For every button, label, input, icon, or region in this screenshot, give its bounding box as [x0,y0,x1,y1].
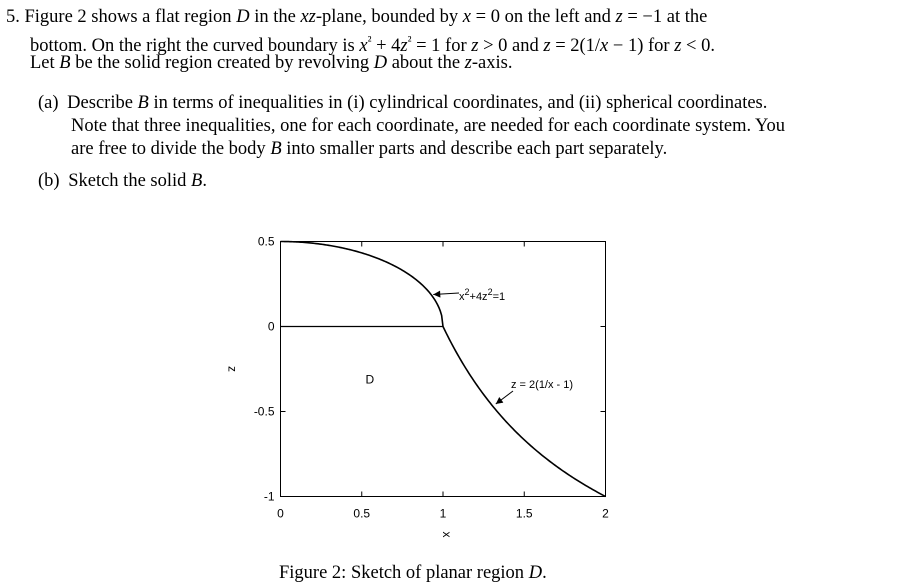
text-run: into smaller parts and describe each part separately. [281,139,668,159]
y-tick-label: -1 [263,489,275,504]
math-symbol: z [615,7,623,27]
text-run: > 0 and [478,35,544,56]
math-symbol: B [191,171,203,191]
text-run: = 1 for [411,35,472,56]
math-symbol: B [59,53,71,73]
figure-caption [279,563,547,584]
text-run: < 0. [681,35,715,56]
math-symbol: z [543,35,551,56]
y-tick-label: -0.5 [253,404,275,419]
math-symbol: x [359,35,368,56]
annotation-superscript: 2 [464,287,470,297]
math-symbol: D [528,563,543,583]
text-run: Sketch the solid [68,171,192,191]
math-symbol: B [137,93,149,113]
ellipse-annotation [459,287,505,303]
text-run: . [202,171,207,191]
math-symbol: z [674,35,682,56]
x-axis-label: x [440,531,454,538]
annotation-superscript: 2 [487,287,493,297]
annotation-text: +4z [469,291,488,303]
text-run: Let [30,53,60,73]
ellipse-curve [281,242,444,327]
math-symbol: z [400,35,408,56]
x-tick-label: 0 [277,506,284,521]
text-run: be the solid region created by revolving [70,53,374,73]
math-symbol: D [373,53,388,73]
text-run: Note that three inequalities, one for each coordinate, are needed for each coordinate system. You [71,116,786,136]
text-run: bottom. On the right the curved boundary is [30,35,360,56]
math-symbol: x [462,7,472,27]
hyperbola-curve [443,327,606,497]
math-symbol: z [471,35,479,56]
axis-ticks [281,242,606,497]
text-run: in terms of inequalities in (i) cylindrical coordinates, and (ii) spherical coordinates. [148,93,768,113]
annotation-text: x [459,291,465,303]
y-tick-label: 0.5 [257,234,275,249]
math-symbol: B [270,139,282,159]
y-axis-label: z [225,366,240,372]
y-tick-label: 0 [267,319,275,334]
text-run: in the [249,7,301,27]
x-tick-label: 1 [439,506,447,521]
plot-frame [281,242,606,497]
text-run: Describe [67,93,138,113]
text-run: − 1) for [608,35,675,56]
x-tick-label: 0.5 [353,506,371,521]
text-run: . [542,563,547,583]
math-symbol: z [464,53,472,73]
caption-text [279,563,547,583]
text-run: = 2(1/ [550,35,601,56]
text-run: = 0 on the left and [471,7,616,27]
text-run: -axis. [471,53,513,73]
plot-curves [281,242,606,497]
region-label: D [365,372,375,387]
x-tick-label: 2 [602,506,609,521]
hyperbola-annotation-arrow [496,391,513,404]
superscript: ² [407,33,412,48]
problem-number: 5. [6,7,20,27]
text-run: Figure 2: Sketch of planar region [279,563,529,583]
ellipse-annotation-arrow [433,293,459,295]
part-b-label: (b) [38,171,60,191]
text-run: + 4 [371,35,401,56]
annotation-text: =1 [492,291,506,303]
superscript: ² [367,33,372,48]
math-symbol: xz [300,7,316,27]
text-run: -plane, bounded by [315,7,463,27]
x-tick-label: 1.5 [515,506,533,521]
hyperbola-annotation: z = 2(1/x - 1) [511,379,574,391]
text-run: about the [387,53,465,73]
math-symbol: x [600,35,609,56]
text-run: Figure 2 shows a flat region [24,7,237,27]
math-symbol: D [236,7,250,27]
text-run: are free to divide the body [71,139,271,159]
text-run: = −1 at the [622,7,708,27]
part-a-label: (a) [38,93,59,113]
